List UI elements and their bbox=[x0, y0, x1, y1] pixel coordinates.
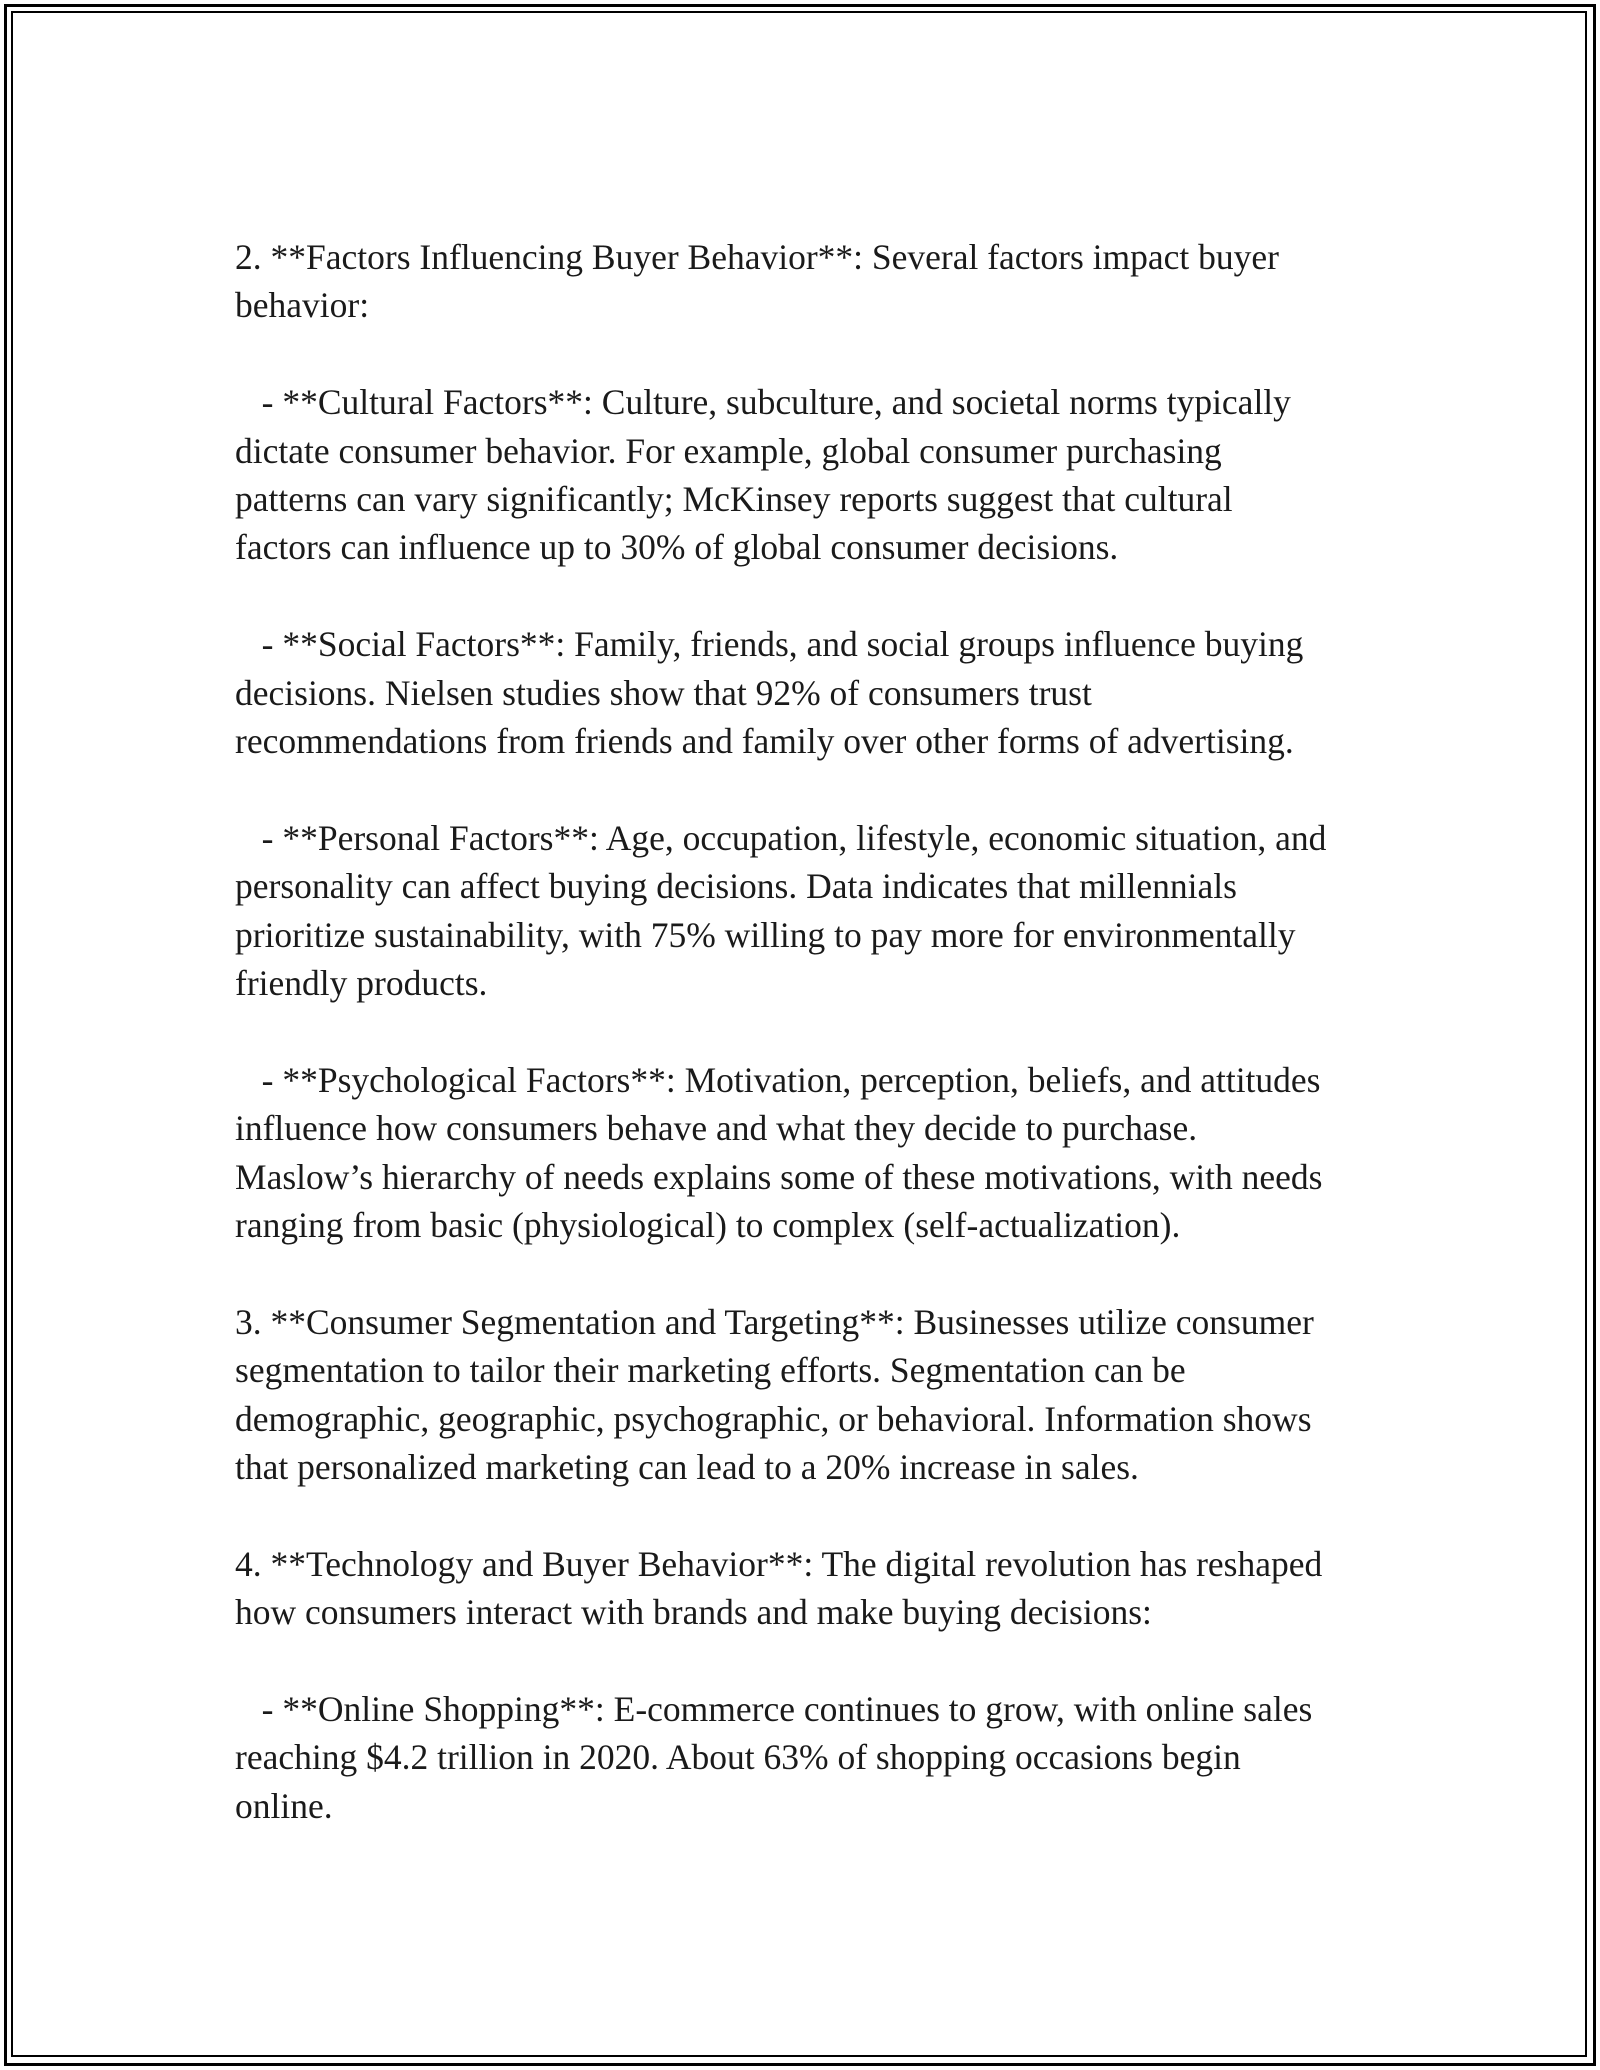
paragraph-factors-influencing-buyer-behavior: 2. **Factors Influencing Buyer Behavior**: Several factors impact buyer behavior: bbox=[235, 237, 1279, 326]
document-body bbox=[235, 233, 1385, 1879]
paragraph-cultural-factors: - **Cultural Factors**: Culture, subculture, and societal norms typically dictate consumer behavior. For example, global consumer purchasing patterns can vary significantly; McKinsey reports suggest that cultural factors can influence up to 30% of global consumer decisions. bbox=[235, 382, 1291, 568]
paragraph-technology-buyer-behavior: 4. **Technology and Buyer Behavior**: The digital revolution has reshaped how consumers interact with brands and make buying decisions: bbox=[235, 1543, 1323, 1633]
paragraph-psychological-factors: - **Psychological Factors**: Motivation, perception, beliefs, and attitudes influence how consumers behave and what they decide to purchase. Maslow’s hierarchy of needs explains some of these motivations, with needs ranging from basic (physiological) to complex (self-actualization). bbox=[235, 1059, 1323, 1246]
paragraph-online-shopping: - **Online Shopping**: E-commerce continues to grow, with online sales reaching $4.2 trillion in 2020. About 63% of shopping occasions begin online. bbox=[235, 1689, 1313, 1826]
paragraph-social-factors: - **Social Factors**: Family, friends, and social groups influence buying decisions. Nielsen studies show that 92% of consumers trust recommendations from friends and family over other forms of advertising. bbox=[235, 624, 1304, 762]
paragraph-personal-factors: - **Personal Factors**: Age, occupation, lifestyle, economic situation, and personality can affect buying decisions. Data indicates that millennials prioritize sustainability, with 75% willing to pay more for environmentally friendly products. bbox=[235, 817, 1327, 1004]
paragraph-consumer-segmentation: 3. **Consumer Segmentation and Targeting**: Businesses utilize consumer segmentation to tailor their marketing efforts. Segmentation can be demographic, geographic, psychographic, or behavioral. Information shows that personalized marketing can lead to a 20% increase in sales. bbox=[235, 1301, 1314, 1488]
